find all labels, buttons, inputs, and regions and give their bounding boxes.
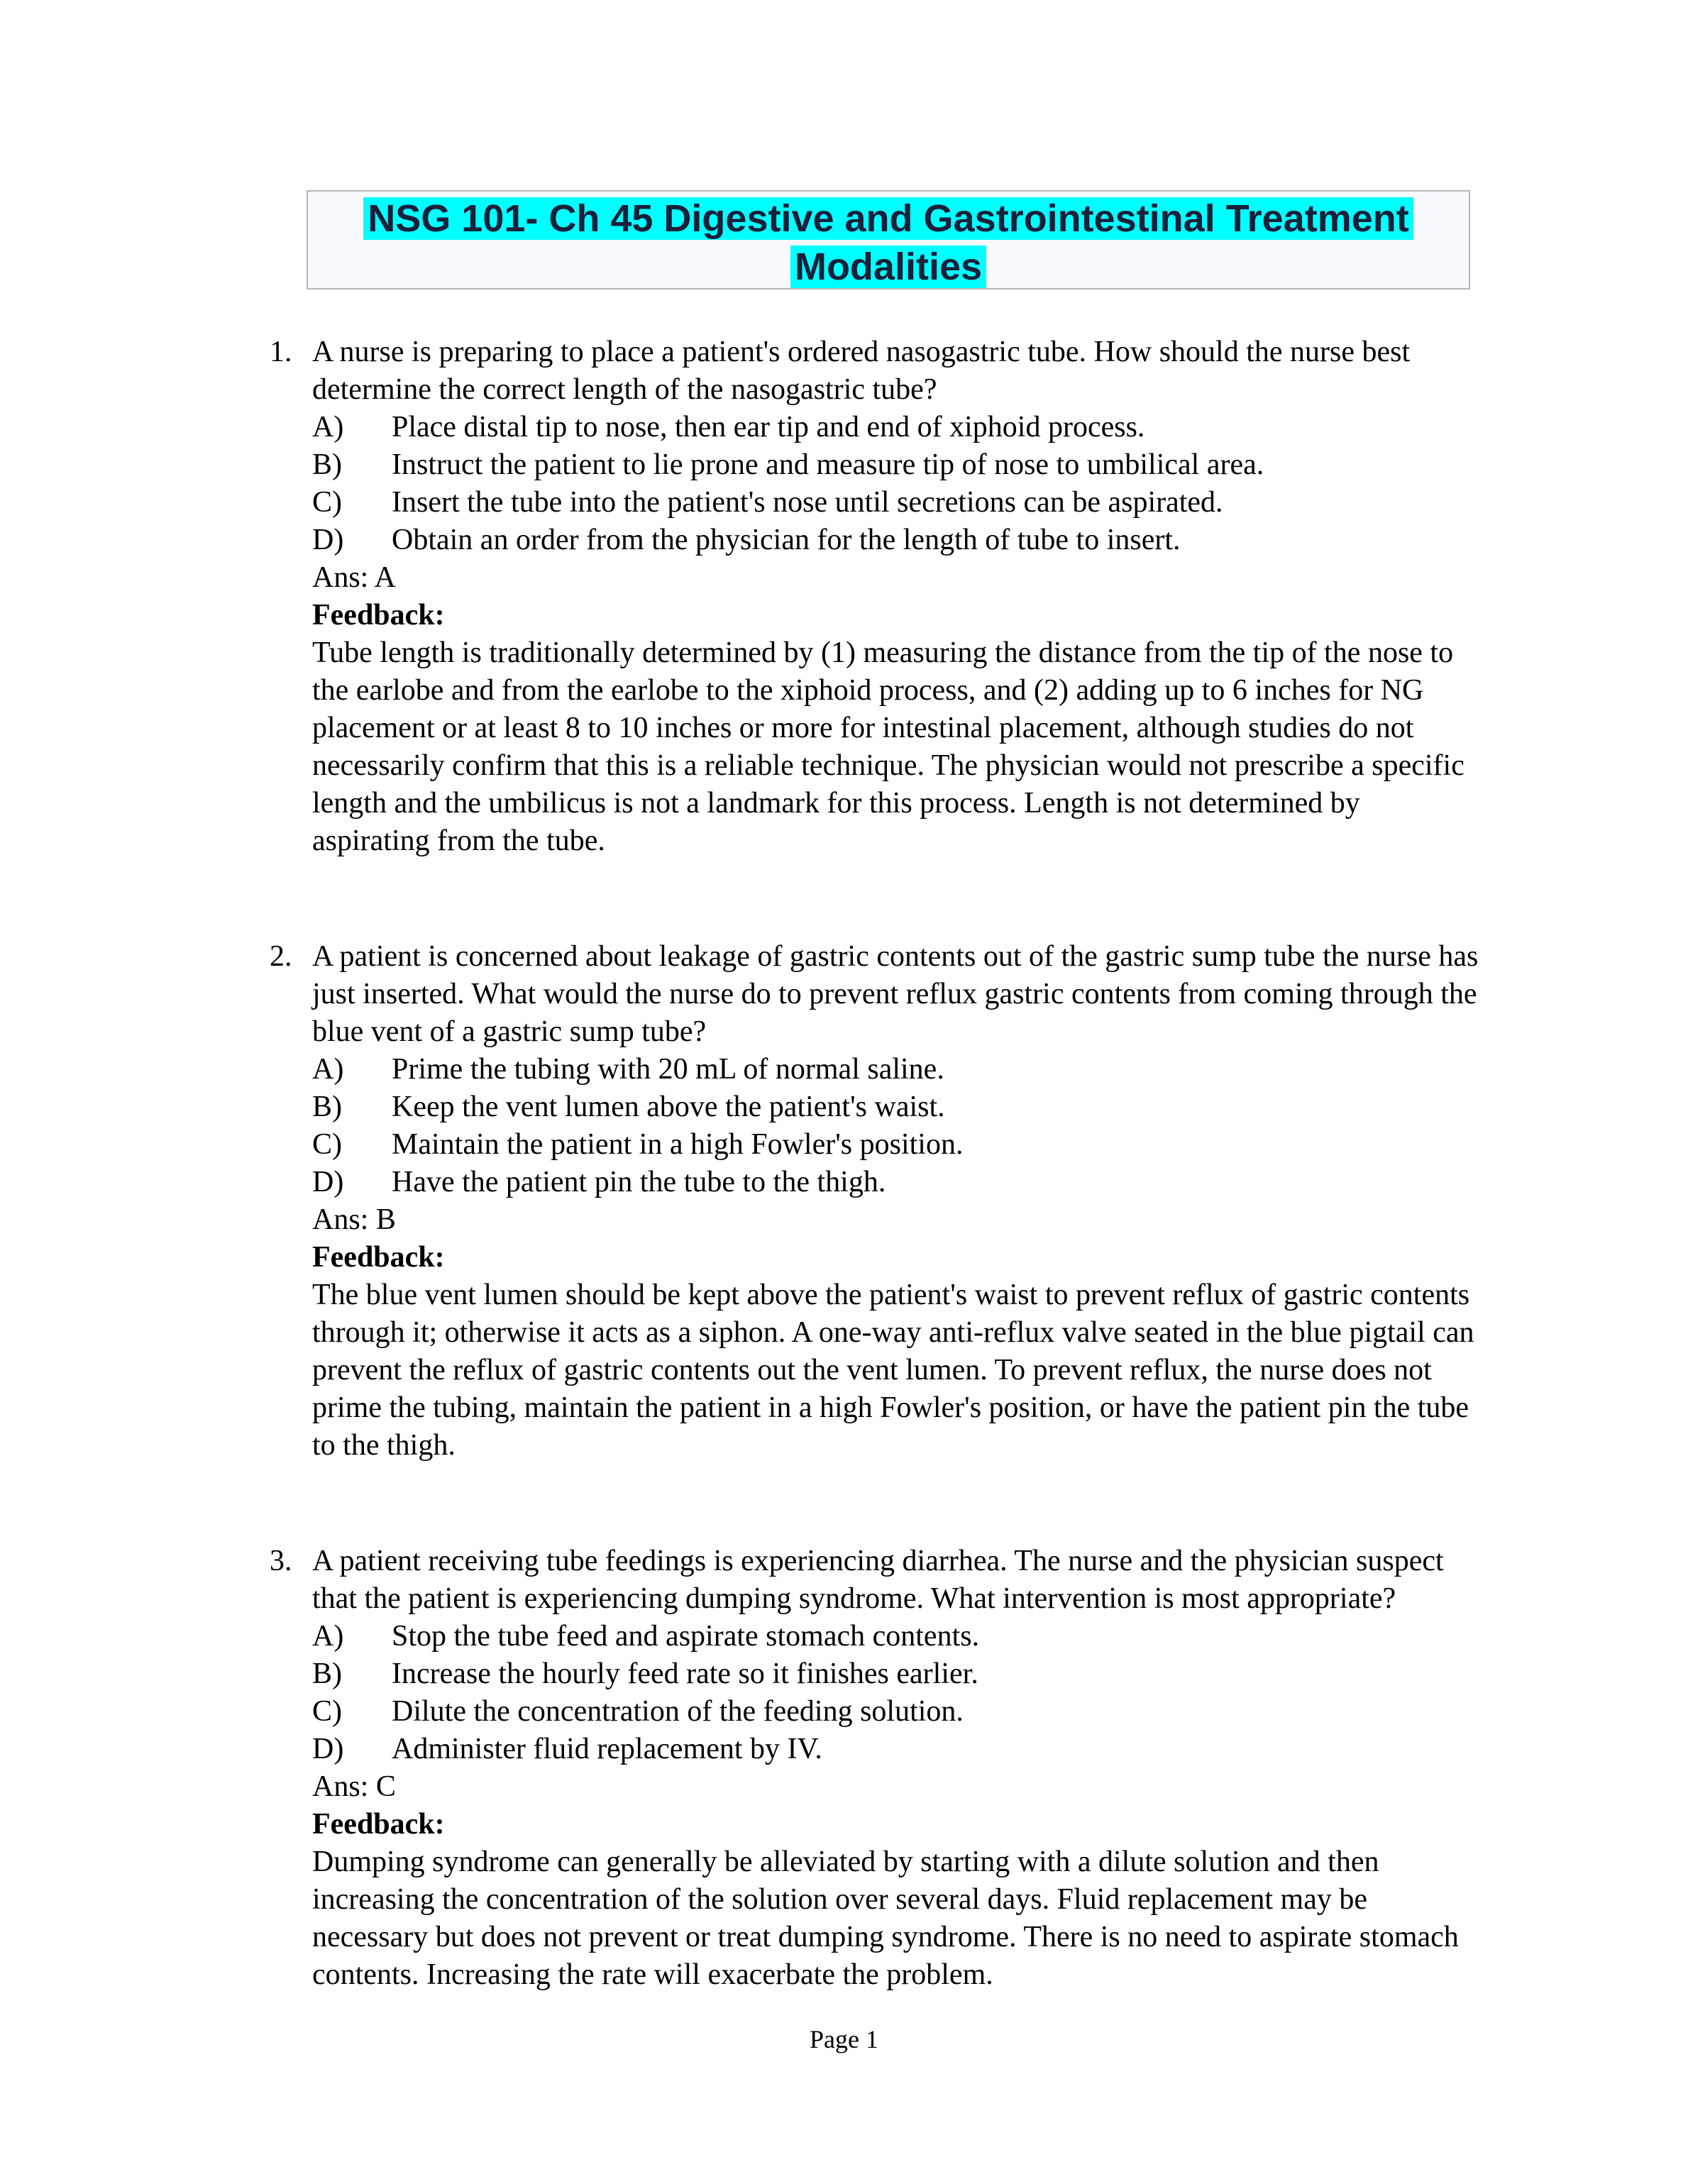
option-text: Insert the tube into the patient's nose until secretions can be aspirated.: [392, 486, 1223, 519]
option-c: [312, 1126, 1482, 1164]
option-letter: A): [312, 1620, 344, 1653]
title-line-1: NSG 101- Ch 45 Digestive and Gastrointestinal Treatment: [363, 197, 1413, 240]
title-line-2: Modalities: [790, 246, 986, 288]
option-letter: A): [312, 1053, 344, 1086]
option-letter: B): [312, 1658, 342, 1690]
question-number: 1.: [270, 336, 292, 368]
option-a: [312, 1051, 1482, 1088]
option-b: [312, 446, 1482, 484]
page-number: Page 1: [810, 2025, 878, 2053]
option-text: Administer fluid replacement by IV.: [392, 1733, 822, 1765]
option-d: [312, 522, 1482, 559]
document-title: [307, 190, 1470, 289]
option-d: [312, 1731, 1482, 1768]
feedback-label: Feedback:: [312, 1808, 445, 1841]
option-text: Dilute the concentration of the feeding solution.: [392, 1695, 964, 1728]
feedback-label: Feedback:: [312, 599, 445, 632]
answer: Ans: B: [312, 1203, 396, 1236]
option-letter: C): [312, 1128, 342, 1161]
option-text: Maintain the patient in a high Fowler's position.: [392, 1128, 964, 1161]
feedback-text: Dumping syndrome can generally be alleviated by starting with a dilute solution and then increasing the concentration of the solution over several days. Fluid replacement may be necessary but does not prevent or treat dumping syndrome. There is no need to aspirate stomach contents. Increasing the rate will exacerbate the problem.: [312, 1846, 1459, 1991]
option-c: [312, 1693, 1482, 1731]
option-letter: C): [312, 1695, 342, 1728]
option-b: [312, 1088, 1482, 1126]
question-2: [261, 938, 1482, 1465]
feedback-text: The blue vent lumen should be kept above the patient's waist to prevent reflux of gastric contents through it; otherwise it acts as a siphon. A one-way anti-reflux valve seated in the blue pigtail can prevent the reflux of gastric contents out the vent lumen. To prevent reflux, the nurse does not prime the tubing, maintain the patient in a high Fowler's position, or have the patient pin the tube to the thigh.: [312, 1279, 1474, 1462]
question-stem: A nurse is preparing to place a patient's ordered nasogastric tube. How should the nurse best determine the correct length of the nasogastric tube?: [312, 336, 1411, 406]
option-text: Instruct the patient to lie prone and measure tip of nose to umbilical area.: [392, 448, 1264, 481]
option-text: Stop the tube feed and aspirate stomach contents.: [392, 1620, 980, 1653]
answer: Ans: A: [312, 561, 396, 594]
question-3: [261, 1543, 1482, 1994]
question-1: [261, 333, 1482, 860]
option-letter: D): [312, 1166, 344, 1198]
option-letter: D): [312, 1733, 344, 1765]
option-b: [312, 1655, 1482, 1693]
option-text: Place distal tip to nose, then ear tip and end of xiphoid process.: [392, 411, 1145, 443]
answer: Ans: C: [312, 1770, 396, 1803]
option-text: Keep the vent lumen above the patient's waist.: [392, 1091, 945, 1123]
option-letter: A): [312, 411, 344, 443]
option-letter: B): [312, 448, 342, 481]
option-text: Increase the hourly feed rate so it finishes earlier.: [392, 1658, 978, 1690]
question-number: 2.: [270, 940, 292, 973]
feedback-label: Feedback:: [312, 1241, 445, 1274]
option-text: Prime the tubing with 20 mL of normal saline.: [392, 1053, 944, 1086]
option-letter: C): [312, 486, 342, 519]
option-text: Have the patient pin the tube to the thigh.: [392, 1166, 886, 1198]
option-letter: B): [312, 1091, 342, 1123]
question-stem: A patient is concerned about leakage of gastric contents out of the gastric sump tube the nurse has just inserted. What would the nurse do to prevent reflux gastric contents from coming through the blue vent of a gastric sump tube?: [312, 940, 1479, 1048]
option-text: Obtain an order from the physician for the length of tube to insert.: [392, 524, 1181, 556]
feedback-text: Tube length is traditionally determined by (1) measuring the distance from the tip of the nose to the earlobe and from the earlobe to the xiphoid process, and (2) adding up to 6 inches for NG placement or at least 8 to 10 inches or more for intestinal placement, although studies do not necessarily confirm that this is a reliable technique. The physician would not prescribe a specific length and the umbilicus is not a landmark for this process. Length is not determined by aspirating from the tube.: [312, 636, 1464, 857]
option-a: [312, 409, 1482, 446]
question-number: 3.: [270, 1545, 292, 1577]
option-a: [312, 1618, 1482, 1655]
question-list: [261, 333, 1482, 1994]
option-letter: D): [312, 524, 344, 556]
option-c: [312, 484, 1482, 522]
question-stem: A patient receiving tube feedings is experiencing diarrhea. The nurse and the physician suspect that the patient is experiencing dumping syndrome. What intervention is most appropriate?: [312, 1545, 1444, 1615]
option-d: [312, 1164, 1482, 1201]
